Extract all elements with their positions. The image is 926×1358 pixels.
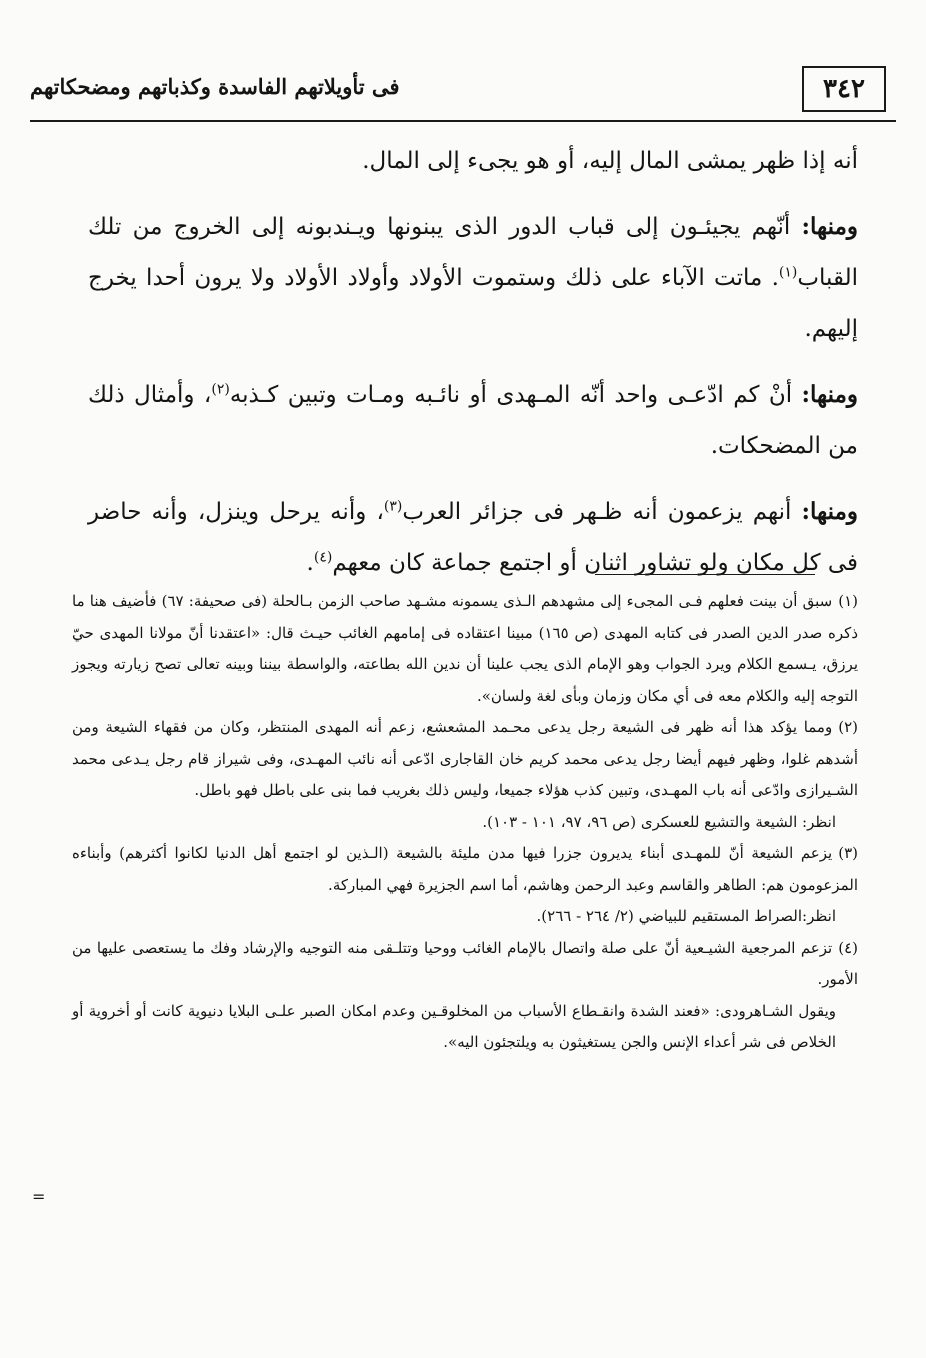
paragraph-3-text-2: ، وأنه يرحل وينزل، وأنه حاضر فى كل مكان ولو تشاور اثنان أو اجتمع جماعة كان معهم [88,499,858,576]
footnote-ref-1: (١) [778,264,798,281]
page-number: ٣٤٢ [802,66,886,112]
footnote-ref-2: (٢) [211,381,230,398]
footnote-2-text: ومما يؤكد هذا أنه ظهر فى الشيعة رجل يدعى محـمد المشعشع، زعم أنه المهدى المنتظر، وكان من فقهاء الشيعة ومن أشدهم غلوا، وظهر فيهم أيضا رجل يدعى محمد كريم خان القاجارى ادّعى أنه نائب المهـدى، وفى شيراز قام رجل يـدعى محمد الشـيرازى وادّعى أنه باب المهـدى، وتبين كذب هؤلاء جميعا، وليس ذلك بغريب فما بنى على باطل فهو باطل. [72,718,858,799]
paragraph-3-text-3: . [306,550,314,576]
running-title [30,74,590,99]
footnotes [72,586,858,1059]
footnote-2-number: (٢) [838,718,858,736]
footnote-3-number: (٣) [838,844,858,862]
header-rule [30,120,896,122]
footnote-1-number: (١) [838,592,858,610]
footnote-3 [72,838,858,901]
footnote-4 [72,933,858,996]
paragraph-2 [88,369,858,472]
paragraph-3-text: أنهم يزعمون أنه ظـهر فى جزائر العرب [402,499,802,525]
page [30,0,896,1358]
footnote-1 [72,586,858,712]
paragraph-2-text-2: ، وأمثال ذلك من المضحكات. [88,382,858,459]
page-header [30,58,896,122]
paragraph-2-text: أنْ كم ادّعـى واحد أنّه المـهدى أو نائـبه ومـات وتبين كـذبه [229,382,802,408]
footnote-3-text: يزعم الشيعة أنّ للمهـدى أبناء يديرون جزرا فيها مدن مليئة بالشيعة (الـذين لو اجتمع أهل الدنيا لكانوا أكثرهم) وأبناءه المزعومون هم: الطاهر والقاسم وعبد الرحمن وهاشم، أما اسم الجزيرة فهي المباركة. [72,844,858,894]
paragraph-1-text-2: . ماتت الآباء على ذلك وستموت الأولاد وأولاد الأولاد ولا يرون أحدا يخرج إليهم. [88,265,858,342]
paragraph-0-text: أنه إذا ظهر يمشى المال إليه، أو هو يجىء إلى المال. [362,148,858,174]
paragraph-1-text: أنّهم يجيئـون إلى قباب الدور الذى يبنونها ويـندبونه إلى الخروج من تلك القباب [88,214,858,291]
footnote-1-text: سبق أن بينت فعلهم فـى المجىء إلى مشهدهم الـذى يسمونه مشـهد صاحب الزمن بـالحلة (فى صحيفة: ٦٧) فأضيف هنا ما ذكره صدر الدين الصدر فى كتابه المهدى (ص ١٦٥) مبينا اعتقاده فى إمامهم الغائب حيـث قال: «اعتقدنا أنّ مولانا المهدى حيّ يرزق، يـسمع الكلام ويرد الجواب وهو الإمام الذى يجب علينا أن ندين الله بطاعته، والواسطة بيننا وبينه تعالى تصح زيارته ويجوز التوجه إليه والكلام معه فى أي مكان وزمان وبأى لغة ولسان». [72,592,858,705]
footnote-2-source: انظر: الشيعة والتشيع للعسكرى (ص ٩٦، ٩٧، ١٠١ - ١٠٣). [482,812,836,831]
footnote-4-number: (٤) [838,938,858,957]
continuation-mark: = [32,1187,46,1206]
main-text [88,136,858,603]
footnote-ref-4: (٤) [313,549,333,566]
footnote-3-source: انظر:الصراط المستقيم للبياضي (٢/ ٢٦٤ - ٢٦٦). [536,907,836,925]
paragraph-1 [88,201,858,355]
paragraph-3-lead: ومنها: [801,498,858,525]
paragraph-2-lead: ومنها: [801,381,859,408]
footnote-separator [595,574,815,575]
footnote-ref-3: (٣) [383,498,403,515]
paragraph-0 [88,136,858,187]
footnote-2 [72,712,858,807]
footnote-4-continuation: ويقول الشـاهرودى: «فعند الشدة وانقـطاع الأسباب من المخلوقـين وعدم امكان الصبر علـى البلايا دنيوية كانت أو أخروية أو الخلاص فى شر أعداء الإنس والجن يستغيثون به ويلتجئون اليه». [72,1001,836,1051]
paragraph-1-lead: ومنها: [801,213,858,240]
footnote-4-text: تزعم المرجعية الشيـعية أنّ على صلة واتصال بالإمام الغائب ووحيا وتتلـقى منه التوجيه والإرشاد وفك ما يستعصى عليها من الأمور. [72,938,858,988]
running-title-text: فى تأويلاتهم الفاسدة وكذباتهم ومضحكاتهم [30,74,400,99]
